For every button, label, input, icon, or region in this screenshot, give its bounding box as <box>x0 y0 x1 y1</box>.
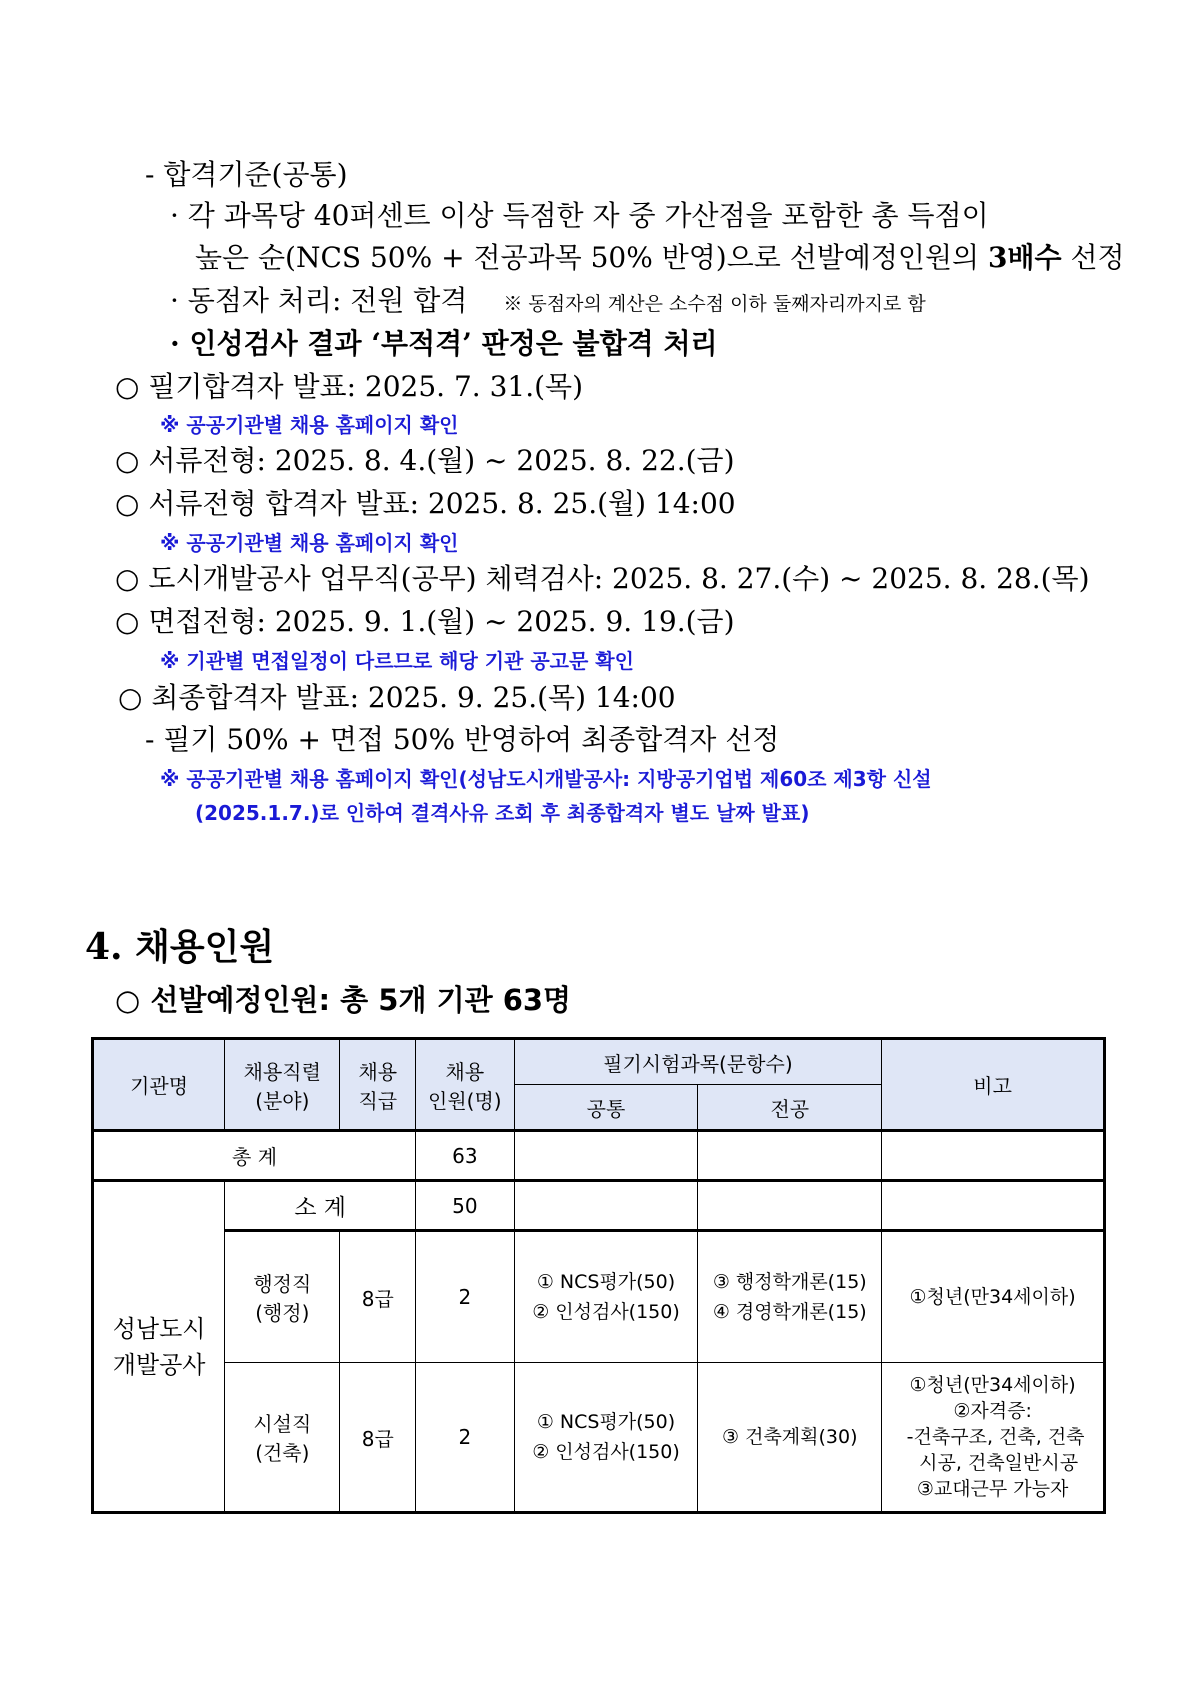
schedule-final: ○ 최종합격자 발표: 2025. 9. 25.(목) 14:00 <box>118 681 676 714</box>
schedule-fitness: ○ 도시개발공사 업무직(공무) 체력검사: 2025. 8. 27.(수) ~ 2025. 8. 28.(목) <box>115 562 1090 595</box>
position-admin: 행정직 (행정) <box>225 1231 340 1363</box>
schedule-document: ○ 서류전형: 2025. 8. 4.(월) ~ 2025. 8. 22.(금) <box>115 444 735 477</box>
major-facility: ③ 건축계획(30) <box>698 1363 882 1513</box>
schedule-note-2: ※ 공공기관별 채용 홈페이지 확인 <box>160 531 459 555</box>
tie-note: ※ 동점자의 계산은 소수점 이하 둘째자리까지로 함 <box>503 293 926 315</box>
subtotal-count: 50 <box>416 1181 515 1231</box>
schedule-document-result: ○ 서류전형 합격자 발표: 2025. 8. 25.(월) 14:00 <box>115 487 736 520</box>
header-grade: 채용 직급 <box>340 1039 416 1131</box>
major-admin: ③ 행정학개론(15) ④ 경영학개론(15) <box>698 1231 882 1363</box>
schedule-note-1: ※ 공공기관별 채용 홈페이지 확인 <box>160 413 459 437</box>
header-major: 전공 <box>698 1085 882 1131</box>
grade-facility: 8급 <box>340 1363 416 1513</box>
criteria-item1-line2: 높은 순(NCS 50% + 전공과목 50% 반영)으로 선발예정인원의 3배수 선정 <box>195 241 1125 274</box>
table-row-total <box>93 1131 1105 1181</box>
table-row <box>93 1363 1105 1513</box>
section-heading: 4. 채용인원 <box>85 926 275 968</box>
schedule-note-4-line2: (2025.1.7.)로 인하여 결격사유 조회 후 최종합격자 별도 날짜 발표) <box>195 801 810 825</box>
count-facility: 2 <box>416 1363 515 1513</box>
schedule-note-4-line1: ※ 공공기관별 채용 홈페이지 확인(성남도시개발공사: 지방공기업법 제60조 제3항 신설 <box>160 767 932 791</box>
total-count: 63 <box>416 1131 515 1181</box>
common-facility: ① NCS평가(50) ② 인성검사(150) <box>514 1363 698 1513</box>
subtotal-label: 소 계 <box>225 1181 416 1231</box>
schedule-final-sub: - 필기 50% + 면접 50% 반영하여 최종합격자 선정 <box>145 723 780 756</box>
schedule-note-3: ※ 기관별 면접일정이 다르므로 해당 기관 공고문 확인 <box>160 649 634 673</box>
grade-admin: 8급 <box>340 1231 416 1363</box>
table-row <box>93 1231 1105 1363</box>
criteria-item2: · 동점자 처리: 전원 합격 ※ 동점자의 계산은 소수점 이하 둘째자리까지로 함 <box>170 284 926 317</box>
org-name: 성남도시 개발공사 <box>93 1181 225 1513</box>
schedule-interview: ○ 면접전형: 2025. 9. 1.(월) ~ 2025. 9. 19.(금) <box>115 605 735 638</box>
hiring-table <box>91 1037 1106 1514</box>
header-remarks: 비고 <box>882 1039 1105 1131</box>
table-row-subtotal <box>93 1181 1105 1231</box>
total-label: 총 계 <box>93 1131 416 1181</box>
position-facility: 시설직 (건축) <box>225 1363 340 1513</box>
criteria-title: - 합격기준(공통) <box>145 158 348 191</box>
header-count: 채용 인원(명) <box>416 1039 515 1131</box>
count-admin: 2 <box>416 1231 515 1363</box>
criteria-item3: · 인성검사 결과 ‘부적격’ 판정은 불합격 처리 <box>170 327 718 360</box>
remarks-facility: ①청년(만34세이하) ②자격증: -건축구조, 건축, 건축 시공, 건축일반시공 ③교대근무 가능자 <box>882 1363 1105 1513</box>
common-admin: ① NCS평가(50) ② 인성검사(150) <box>514 1231 698 1363</box>
remarks-admin: ①청년(만34세이하) <box>882 1231 1105 1363</box>
section-summary: ○ 선발예정인원: 총 5개 기관 63명 <box>115 983 572 1017</box>
header-org: 기관명 <box>93 1039 225 1131</box>
header-subjects: 필기시험과목(문항수) <box>514 1039 882 1085</box>
schedule-written-result: ○ 필기합격자 발표: 2025. 7. 31.(목) <box>115 370 584 403</box>
emphasis-3x: 3배수 <box>987 241 1062 274</box>
header-position: 채용직렬 (분야) <box>225 1039 340 1131</box>
header-common: 공통 <box>514 1085 698 1131</box>
criteria-item1-line1: · 각 과목당 40퍼센트 이상 득점한 자 중 가산점을 포함한 총 득점이 <box>170 199 989 232</box>
